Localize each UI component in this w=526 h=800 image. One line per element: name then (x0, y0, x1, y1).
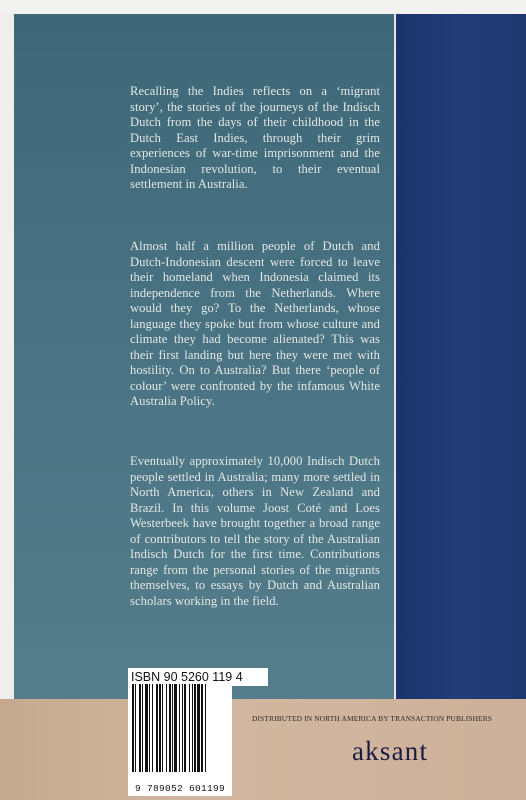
barcode-bar (132, 684, 134, 772)
blurb-paragraph-1: Recalling the Indies reflects on a ‘migrant story’, the stories of the journeys of the Indisch Dutch from the days of their childhood in the Dutch East Indies, through their grim experiences of war-time imprisonment and the Indonesian revolution, to their eventual settlement in Australia. (130, 84, 380, 192)
barcode-bar (145, 684, 148, 772)
barcode-bar (179, 684, 180, 772)
barcode-bar (166, 684, 167, 772)
barcode-digits: 9 789052 601199 (134, 783, 225, 794)
barcode-bar (159, 684, 161, 772)
barcode-bars-icon (132, 684, 228, 780)
publisher-logo: aksant (352, 736, 429, 766)
top-margin (0, 0, 526, 14)
barcode-bar (189, 684, 190, 772)
barcode-bar (135, 684, 136, 772)
barcode-bar (197, 684, 200, 772)
barcode-bar (172, 684, 173, 772)
barcode-bar (182, 684, 183, 772)
barcode-bar (205, 684, 206, 772)
blurb-paragraph-2: Almost half a million people of Dutch and Dutch-Indonesian descent were forced to leave their homeland when Indonesia claimed its independence from the Netherlands. Where would they go? To the Netherlands, whose language they spoke but from whose culture and climate they had become alienated? This was their first landing but here they were met with hostility. On to Australia? But there ‘people of colour’ were confronted by the infamous White Australia Policy. (130, 239, 380, 409)
barcode-bar (174, 684, 177, 772)
barcode (128, 684, 232, 796)
barcode-bar (152, 684, 153, 772)
barcode-bar (142, 684, 143, 772)
isbn-label: ISBN 90 5260 119 4 (128, 668, 268, 686)
barcode-bar (139, 684, 141, 772)
barcode-bar (156, 684, 158, 772)
distribution-note: DISTRIBUTED IN NORTH AMERICA BY TRANSACTION PUBLISHERS (252, 714, 493, 723)
barcode-bar (169, 684, 171, 772)
barcode-bar (162, 684, 163, 772)
blurb-paragraph-3: Eventually approximately 10,000 Indisch Dutch people settled in Australia; many more settled in North America, others in New Zealand and Brazil. In this volume Joost Coté and Loes Westerbeek have brought together a broad range of contributors to tell the story of the Australian Indisch Dutch for the first time. Contributions range from the personal stories of the migrants themselves, to essays by Dutch and Australian scholars working in the field. (130, 454, 380, 608)
barcode-bar (201, 684, 203, 772)
barcode-bar (184, 684, 186, 772)
spine-stripe (396, 14, 526, 699)
barcode-bar (192, 684, 193, 772)
barcode-bar (149, 684, 150, 772)
barcode-bar (194, 684, 196, 772)
